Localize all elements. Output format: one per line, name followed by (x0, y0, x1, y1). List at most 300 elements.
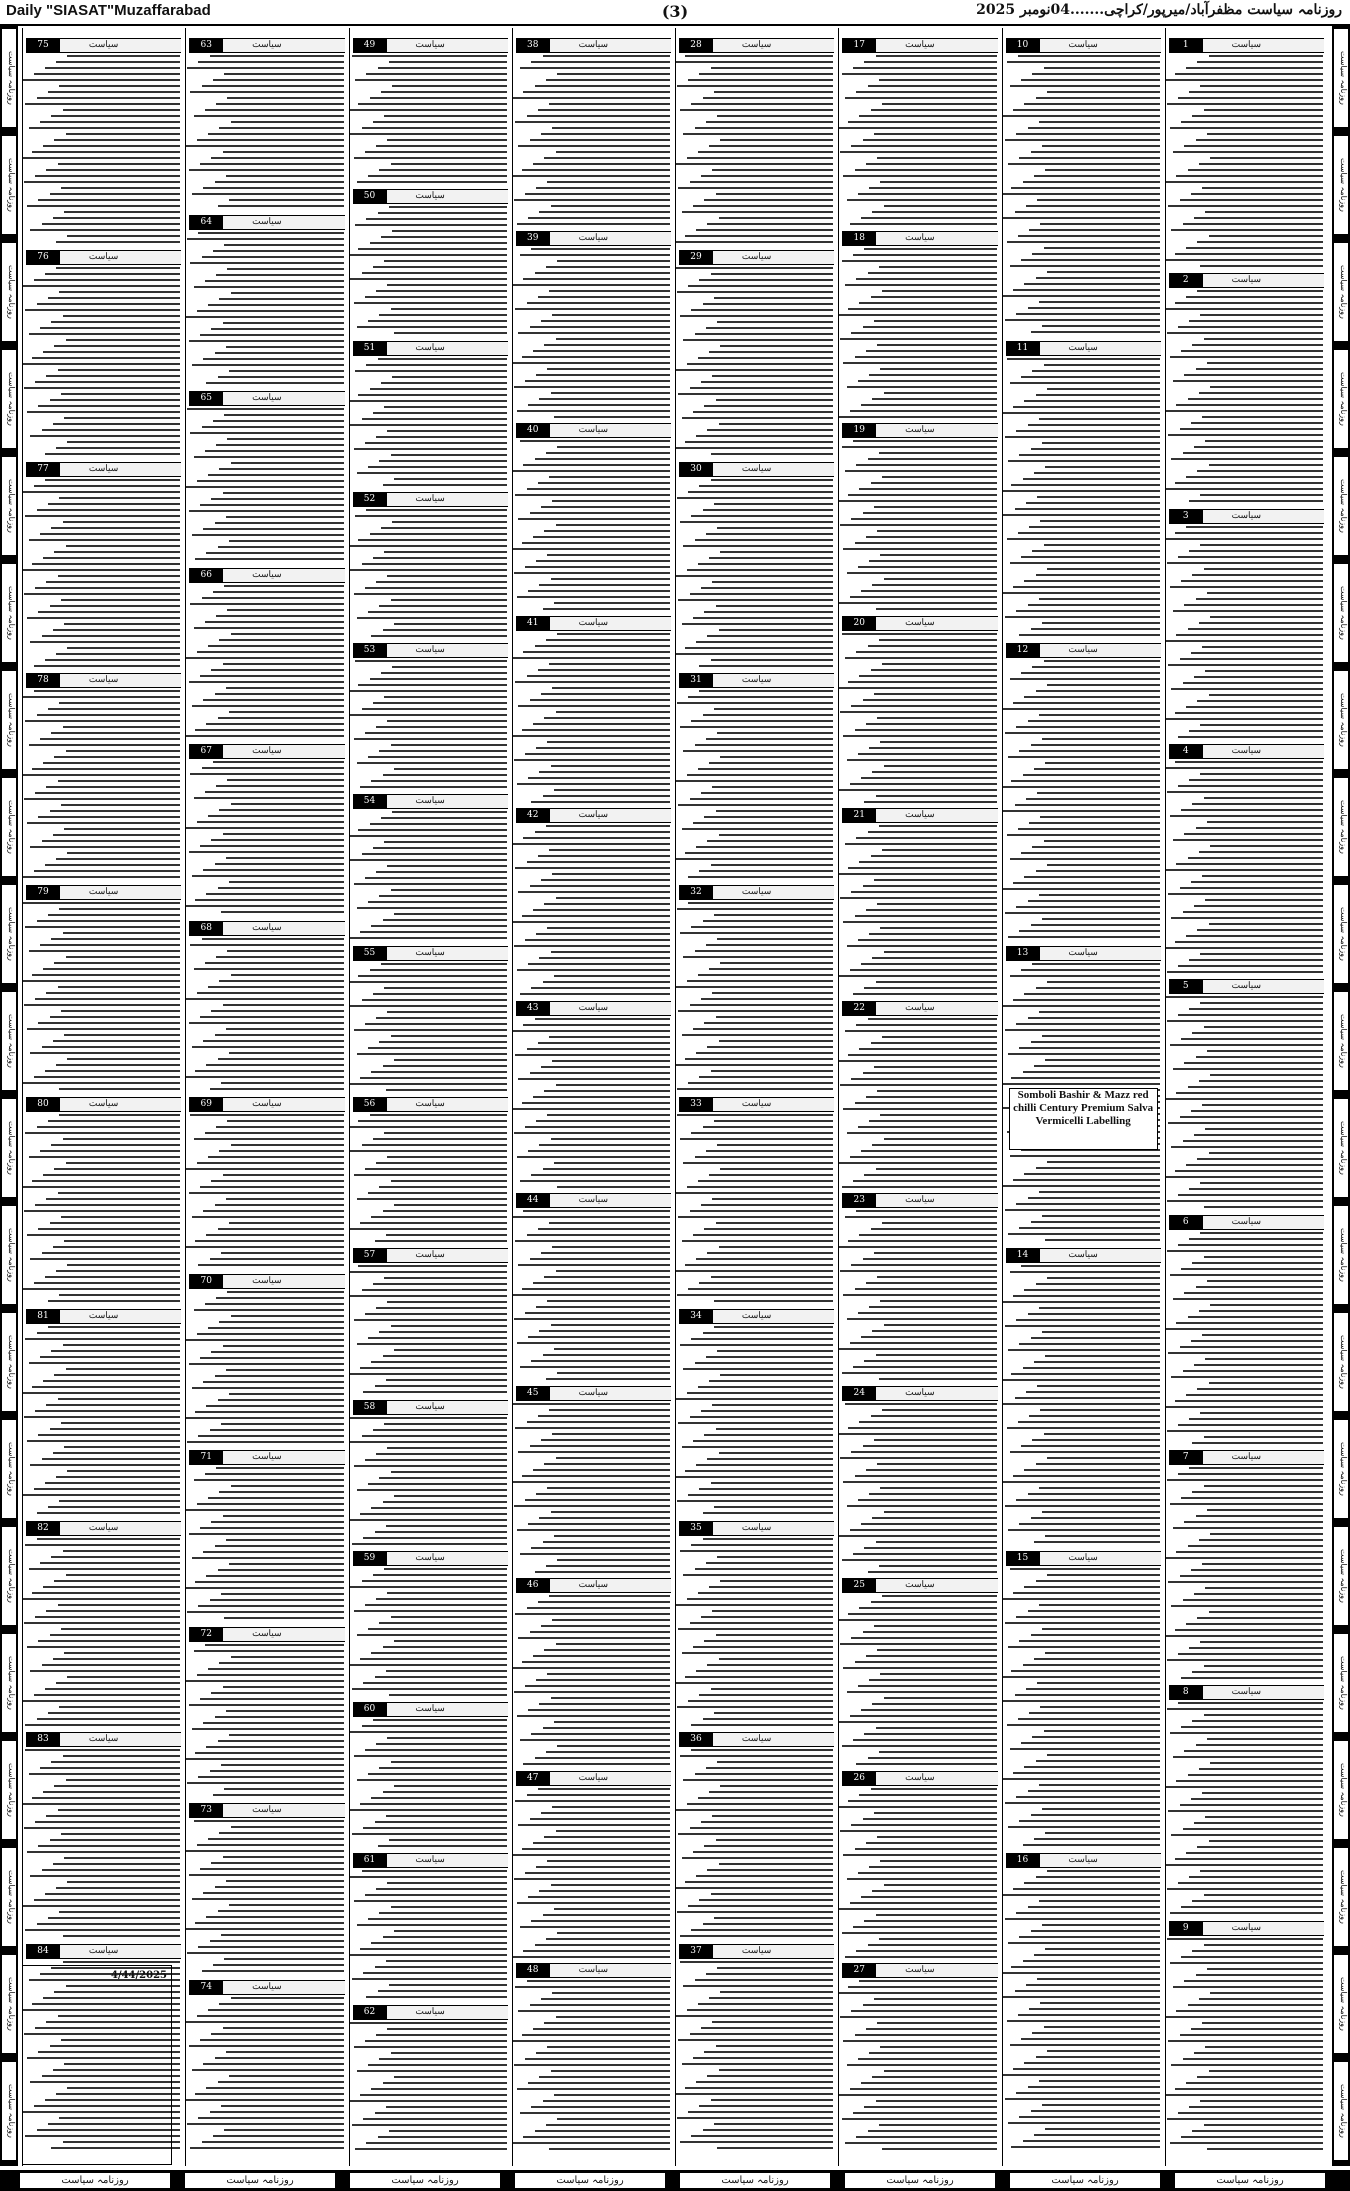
ad-text-line (512, 1667, 670, 1670)
ad-text-line (1184, 374, 1323, 377)
ad-text-line (1210, 386, 1323, 389)
ad-text-line (1167, 1020, 1323, 1023)
ad-text-line (677, 1500, 833, 1503)
ad-text-line (389, 61, 507, 64)
ad-text-line (1026, 1984, 1160, 1987)
ad-text-line (1002, 193, 1160, 196)
edge-label: روزنامہ سیاست (1333, 135, 1349, 235)
ad-text-line (386, 1525, 507, 1528)
ad-text-line (371, 1942, 506, 1945)
classified-ad-heading (1169, 1450, 1324, 1465)
ad-text-line (223, 1345, 344, 1348)
ad-text-line (707, 223, 833, 226)
ad-text-line (1013, 289, 1160, 292)
ad-text-line (358, 103, 506, 106)
ad-text-line (543, 1914, 670, 1917)
ad-text-line (221, 1252, 344, 1255)
ad-text-line (699, 1282, 833, 1285)
ad-text-line (1021, 2038, 1160, 2041)
classified-ad-heading (1006, 946, 1161, 961)
ad-text-line (1047, 684, 1160, 687)
ad-text-line (701, 175, 833, 178)
ad-text-line (1002, 1005, 1160, 1008)
ad-text-line (215, 693, 344, 696)
ad-text-line (1178, 1653, 1323, 1656)
footer-label: روزنامہ سیاست (185, 2173, 335, 2188)
ad-text-line (518, 1824, 670, 1827)
ad-text-line (197, 1674, 344, 1677)
ad-text-line (1204, 2124, 1323, 2127)
ad-text-line (514, 386, 670, 389)
ad-text-line (1199, 1998, 1323, 2001)
ad-text-line (874, 1812, 997, 1815)
ad-text-line (368, 466, 507, 469)
ad-text-line (373, 412, 507, 415)
ad-text-line (227, 97, 343, 100)
ad-text-line (1167, 1708, 1323, 1711)
ad-text-line (533, 1655, 670, 1658)
ad-text-line (362, 418, 507, 421)
ad-text-line (218, 1228, 344, 1231)
ad-text-line (197, 1333, 344, 1336)
ad-text-line (717, 1144, 833, 1147)
ad-text-line (1183, 911, 1323, 914)
ad-text-line (389, 206, 507, 209)
ad-text-line (216, 103, 343, 106)
ad-text-line (1036, 1760, 1160, 1763)
ad-text-line (35, 1410, 180, 1413)
ad-text-line (1036, 2056, 1160, 2059)
ad-text-line (350, 1005, 506, 1008)
ad-text-line (391, 889, 507, 892)
ad-text-line (1047, 1574, 1160, 1577)
ad-text-line (229, 1052, 343, 1055)
ad-text-line (56, 61, 180, 64)
ad-text-line (1016, 1023, 1160, 1026)
ad-text-line (682, 417, 834, 420)
ad-text-line (206, 723, 343, 726)
ad-text-line (187, 238, 343, 241)
ad-text-line (512, 843, 670, 846)
ad-text-line (1002, 888, 1160, 891)
masthead (0, 0, 1350, 26)
ad-text-line (1018, 532, 1160, 535)
ad-heading-label: سیاست (741, 1734, 772, 1745)
ad-text-line (192, 1046, 344, 1049)
ad-text-line (515, 1986, 670, 1989)
ad-text-line (50, 193, 181, 196)
ad-number: 14 (1006, 1249, 1040, 1262)
ad-text-line (392, 230, 506, 233)
ad-text-line (682, 1652, 834, 1655)
ad-text-line (350, 1586, 506, 1589)
ad-text-line (30, 1670, 180, 1673)
ad-text-line (690, 798, 834, 801)
ad-text-line (43, 1174, 180, 1177)
ad-text-line (522, 915, 670, 918)
ad-text-line (42, 840, 181, 843)
ad-text-line (365, 1023, 507, 1026)
ad-number: 52 (353, 493, 387, 506)
ad-text-line (1039, 418, 1160, 421)
ad-text-line (855, 356, 997, 359)
ad-text-line (194, 1479, 344, 1482)
ad-text-line (22, 1288, 180, 1291)
ad-text-line (185, 316, 343, 319)
ad-text-line (1197, 241, 1323, 244)
ad-text-line (523, 1024, 670, 1027)
ad-text-line (695, 950, 834, 953)
ad-text-line (219, 127, 343, 130)
ad-text-line (365, 1168, 507, 1171)
ad-text-line (706, 1356, 833, 1359)
ad-text-line (391, 1471, 507, 1474)
ad-text-line (61, 804, 180, 807)
ad-text-line (1183, 1828, 1323, 1831)
ad-text-line (1192, 1900, 1323, 1903)
ad-text-line (525, 939, 670, 942)
ad-text-line (855, 542, 997, 545)
ad-text-line (845, 2142, 997, 2145)
ad-text-line (872, 584, 996, 587)
ad-text-line (720, 756, 833, 759)
ad-text-line (546, 1565, 670, 1568)
ad-text-line (520, 1739, 670, 1742)
ad-text-line (1175, 761, 1323, 764)
ad-text-line (27, 1234, 180, 1237)
ad-text-line (528, 963, 670, 966)
ad-text-line (64, 1034, 180, 1037)
ad-text-line (354, 1029, 507, 1032)
ad-text-line (853, 1366, 997, 1369)
ad-text-line (706, 1562, 833, 1565)
ad-text-line (838, 687, 996, 690)
ad-text-line (552, 1992, 670, 1995)
ad-text-line (208, 815, 343, 818)
ad-text-line (1165, 996, 1323, 999)
ad-text-line (192, 193, 344, 196)
ad-text-line (855, 1475, 997, 1478)
ad-text-line (840, 1457, 996, 1460)
ad-text-line (544, 903, 670, 906)
ad-heading-label: سیاست (415, 796, 445, 807)
ad-text-line (50, 810, 181, 813)
ad-text-line (203, 528, 343, 531)
ad-text-line (46, 1198, 180, 1201)
ad-text-line (717, 1967, 833, 1970)
ad-heading-label: سیاست (88, 1310, 119, 1321)
ad-text-line (1021, 556, 1160, 559)
ad-text-line (675, 1682, 833, 1685)
ad-text-line (1175, 532, 1323, 535)
edge-label: روزنامہ سیاست (1, 1740, 17, 1840)
ad-heading-label: سیاست (1068, 40, 1098, 50)
ad-text-line (231, 292, 344, 295)
ad-text-line (1019, 1047, 1159, 1050)
ad-text-line (1168, 434, 1323, 437)
ad-text-line (719, 834, 833, 837)
ad-text-line (842, 446, 997, 449)
ad-heading-label: سیاست (415, 1704, 445, 1715)
ad-text-line (29, 1773, 181, 1776)
ad-text-line (48, 1326, 180, 1329)
ad-text-line (709, 968, 833, 971)
ad-text-line (1194, 2052, 1323, 2055)
ad-text-line (535, 831, 670, 834)
ad-text-line (1204, 1894, 1323, 1897)
ad-text-line (838, 500, 996, 503)
ad-text-line (851, 705, 996, 708)
ad-text-line (858, 753, 997, 756)
ad-text-line (682, 623, 834, 626)
ad-text-line (1005, 732, 1160, 735)
ad-text-line (45, 1276, 180, 1279)
footer-label: روزنامہ سیاست (1175, 2173, 1325, 2188)
ad-text-line (40, 1767, 180, 1770)
ad-text-line (1165, 1864, 1323, 1867)
ad-text-line (707, 1252, 833, 1255)
ad-text-line (229, 199, 343, 202)
ad-text-line (354, 883, 507, 886)
ad-text-line (695, 1156, 834, 1159)
ad-text-line (1037, 1682, 1160, 1685)
ad-text-line (1167, 1479, 1323, 1482)
ad-text-line (535, 1018, 670, 1021)
ad-text-line (838, 602, 996, 605)
ad-text-line (371, 1797, 506, 1800)
ad-text-line (515, 1613, 670, 1616)
ad-text-line (522, 542, 670, 545)
edge-label: روزنامہ سیاست (1, 349, 17, 449)
ad-text-line (208, 133, 343, 136)
ad-text-line (701, 587, 833, 590)
ad-text-line (392, 521, 506, 524)
ad-text-line (847, 1505, 997, 1508)
ad-heading-label: سیاست (1231, 1687, 1262, 1698)
ad-text-line (381, 236, 507, 239)
ad-text-line (557, 1745, 670, 1748)
ad-text-line (30, 229, 180, 232)
ad-text-line (32, 1592, 180, 1595)
ad-text-line (197, 1844, 344, 1847)
ad-text-line (1197, 290, 1323, 293)
classified-ad-heading (1169, 1215, 1324, 1230)
ad-text-line (224, 73, 343, 76)
ad-text-line (197, 310, 344, 313)
ad-text-line (48, 91, 180, 94)
ad-text-line (61, 1422, 180, 1425)
ad-heading-label: سیاست (252, 1805, 282, 1815)
edge-label: روزنامہ سیاست (1, 135, 17, 235)
ad-text-line (872, 211, 996, 214)
ad-text-line (54, 1168, 180, 1171)
ad-text-line (66, 1779, 180, 1782)
ad-text-line (858, 566, 997, 569)
ad-text-line (843, 548, 996, 551)
ad-text-line (520, 1553, 670, 1556)
ad-text-line (363, 1391, 507, 1394)
ad-text-line (1007, 2020, 1160, 2023)
ad-text-line (863, 1631, 997, 1634)
ad-text-line (34, 279, 181, 282)
ad-text-line (1192, 1671, 1323, 1674)
ad-text-line (675, 61, 833, 64)
ad-text-line (56, 653, 180, 656)
ad-text-line (1200, 1002, 1323, 1005)
ad-text-line (1168, 205, 1323, 208)
ad-text-line (876, 2100, 997, 2103)
ad-number: 7 (1169, 1451, 1203, 1464)
ad-text-line (858, 380, 997, 383)
ad-text-line (376, 1162, 507, 1165)
ad-text-line (1024, 103, 1159, 106)
ad-text-line (1165, 308, 1323, 311)
ad-text-line (845, 470, 997, 473)
ad-text-line (861, 1523, 996, 1526)
ad-text-line (1167, 1888, 1323, 1891)
ad-text-line (696, 1052, 833, 1055)
ad-heading-label: سیاست (88, 40, 119, 50)
classified-ad-heading (679, 1521, 834, 1536)
edge-label: روزنامہ سیاست (1333, 1098, 1349, 1198)
ad-text-line (861, 1150, 996, 1153)
ad-text-line (1047, 1161, 1160, 1164)
ad-text-line (1194, 905, 1323, 908)
ad-text-line (1165, 1406, 1323, 1409)
ad-text-line (711, 1482, 834, 1485)
ad-text-line (1197, 470, 1323, 473)
ad-text-line (394, 1204, 507, 1207)
ad-text-line (866, 723, 997, 726)
ad-text-line (544, 530, 670, 533)
ad-text-line (680, 521, 833, 524)
ad-text-line (1200, 314, 1323, 317)
ad-text-line (693, 1028, 833, 1031)
ad-text-line (1168, 1581, 1323, 1584)
ad-text-line (680, 1344, 833, 1347)
ad-text-line (863, 1072, 997, 1075)
ad-text-line (706, 944, 833, 947)
ad-text-line (880, 1673, 996, 1676)
ad-text-line (53, 1452, 180, 1455)
ad-text-line (845, 284, 997, 287)
ad-text-line (543, 1727, 670, 1730)
classified-ad-heading (189, 391, 344, 406)
footer-strip (0, 2170, 1350, 2191)
ad-text-line (1031, 924, 1160, 927)
ad-text-line (1016, 1499, 1160, 1502)
ad-text-line (354, 593, 507, 596)
ad-text-line (1044, 2026, 1160, 2029)
ad-text-line (223, 322, 344, 325)
ad-text-line (59, 1500, 180, 1503)
ad-text-line (373, 993, 507, 996)
ad-text-line (531, 1733, 670, 1736)
ad-text-line (1039, 1307, 1160, 1310)
ad-text-line (683, 545, 833, 548)
edge-label: روزنامہ سیاست (1333, 28, 1349, 128)
ad-text-line (189, 510, 344, 513)
ad-text-line (866, 1469, 997, 1472)
ad-text-line (525, 1126, 670, 1129)
ad-text-line (1181, 1677, 1323, 1680)
ad-text-line (383, 919, 507, 922)
ad-text-line (1191, 1110, 1323, 1113)
ad-text-line (675, 858, 833, 861)
ad-text-line (554, 975, 670, 978)
ad-number: 6 (1169, 1216, 1203, 1229)
ad-text-line (703, 1923, 834, 1926)
ad-text-line (63, 109, 181, 112)
ad-text-line (719, 1246, 833, 1249)
masthead-urdu-title: روزنامہ سیاست مظفرآباد/میرپور/کراچی.......04نومبر 2025 (976, 2, 1342, 18)
ad-text-line (536, 1493, 670, 1496)
ad-text-line (525, 1312, 670, 1315)
classified-ad-heading (516, 1193, 671, 1208)
ad-text-line (394, 332, 507, 335)
classified-ad-heading (516, 38, 671, 53)
ad-text-line (680, 109, 833, 112)
ad-text-line (884, 951, 997, 954)
classified-ad-heading (189, 1803, 344, 1818)
ad-text-line (30, 846, 180, 849)
ad-text-line (1036, 1876, 1160, 1879)
ad-text-line (868, 272, 997, 275)
ad-text-line (366, 1996, 506, 1999)
ad-text-line (349, 1809, 507, 1812)
ad-text-line (1180, 1346, 1324, 1349)
ad-text-line (714, 503, 833, 506)
ad-text-line (856, 1024, 996, 1027)
ad-text-line (67, 1264, 180, 1267)
ad-text-line (1173, 380, 1323, 383)
ad-text-line (1047, 1870, 1160, 1873)
classified-ad-heading (189, 1097, 344, 1112)
ad-text-line (198, 1776, 343, 1779)
ad-text-line (1028, 1197, 1160, 1200)
ad-text-line (40, 738, 180, 741)
classified-ad-heading (1006, 341, 1161, 356)
ad-text-line (1189, 959, 1323, 962)
ad-text-line (67, 55, 180, 58)
ad-text-line (218, 1740, 344, 1743)
ad-heading-label: سیاست (905, 1965, 935, 1976)
ad-text-line (884, 1324, 997, 1327)
ad-text-line (349, 545, 507, 548)
ad-text-line (43, 968, 180, 971)
ad-text-line (1039, 1011, 1160, 1014)
ad-text-line (514, 759, 670, 762)
ad-text-line (557, 260, 670, 263)
ad-text-line (527, 1048, 671, 1051)
ad-text-line (1167, 332, 1323, 335)
ad-text-line (525, 193, 670, 196)
ad-text-line (197, 651, 344, 654)
ad-text-line (1031, 331, 1160, 334)
ad-text-line (527, 1794, 671, 1797)
ad-text-line (358, 1265, 506, 1268)
ad-text-line (43, 1586, 180, 1589)
ad-text-line (48, 1300, 180, 1303)
ad-text-line (379, 314, 506, 317)
ad-text-line (1013, 1772, 1160, 1775)
ad-text-line (1178, 785, 1323, 788)
ad-text-line (853, 1926, 997, 1929)
ad-text-line (1202, 1792, 1323, 1795)
ad-text-line (384, 987, 507, 990)
ad-text-line (544, 344, 670, 347)
ad-text-line (1023, 478, 1160, 481)
